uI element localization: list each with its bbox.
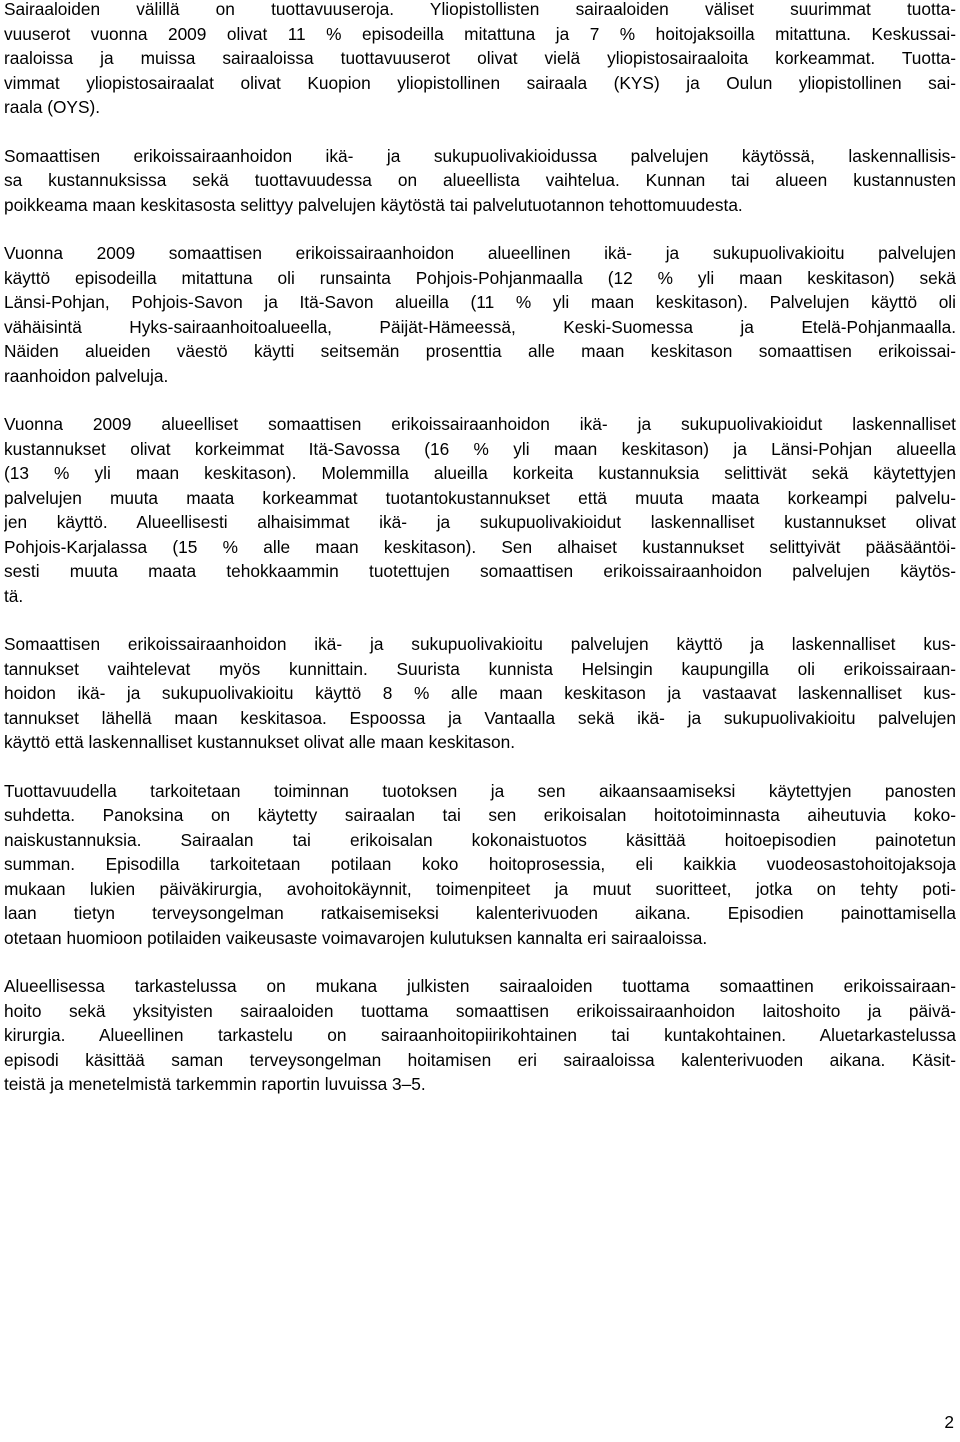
paragraph bbox=[4, 779, 956, 951]
text-line: vimmat yliopistosairaalat olivat Kuopion yliopistollinen sairaala (KYS) ja Oulun yliopistollinen sai- bbox=[4, 72, 956, 93]
text-line: tä. bbox=[4, 585, 24, 606]
document-body bbox=[4, 0, 956, 1121]
text-line: laan tietyn terveysongelman ratkaisemiseksi kalenterivuoden aikana. Episodien painottamisella bbox=[4, 903, 956, 923]
text-line: raanhoidon palveluja. bbox=[4, 365, 169, 386]
text-line: (13 % yli maan keskitason). Molemmilla alueilla korkeita kustannuksia selittivät sekä käytettyjen bbox=[4, 463, 956, 483]
page-number: 2 bbox=[944, 1412, 954, 1432]
text-line: Pohjois-Karjalassa (15 % alle maan keskitason). Sen alhaiset kustannukset selittyivät pääsääntöi- bbox=[4, 536, 956, 557]
text-line: palvelujen muuta maata korkeammat tuotantokustannukset että muuta maata korkeampi palvelu- bbox=[4, 487, 956, 508]
text-line: Tuottavuudella tarkoitetaan toiminnan tuotoksen ja sen aikaansaamiseksi käytettyjen panosten bbox=[4, 780, 956, 801]
paragraph bbox=[4, 632, 956, 755]
text-line: teistä ja menetelmistä tarkemmin raportin luvuissa 3–5. bbox=[4, 1074, 426, 1094]
text-line: jen käyttö. Alueellisesti alhaisimmat ikä- ja sukupuolivakioidut laskennalliset kustannukset olivat bbox=[4, 512, 956, 532]
text-line: mukaan lukien päiväkirurgia, avohoitokäynnit, toimenpiteet ja muut suoritteet, jotka on tehty poti- bbox=[4, 878, 956, 899]
text-line: poikkeama maan keskitasosta selittyy palvelujen käytöstä tai palvelutuotannon tehottomuudesta. bbox=[4, 194, 743, 215]
paragraph bbox=[4, 0, 956, 120]
text-line: vähäisintä Hyks-sairaanhoitoalueella, Päijät-Hämeessä, Keski-Suomessa ja Etelä-Pohjanmaalla. bbox=[4, 316, 956, 337]
text-line: Vuonna 2009 somaattisen erikoissairaanhoidon alueellinen ikä- ja sukupuolivakioitu palvelujen bbox=[4, 243, 956, 263]
text-line: raaloissa ja muissa sairaaloissa tuottavuuserot olivat vielä yliopistosairaaloita korkeammat. Tuotta- bbox=[4, 48, 956, 68]
text-line: tannukset lähellä maan keskitasoa. Espoossa ja Vantaalla sekä ikä- ja sukupuolivakioitu palvelujen bbox=[4, 707, 956, 728]
text-line: summan. Episodilla tarkoitetaan potilaan koko hoitoprosessia, eli kaikkia vuodeosastohoitojaksoja bbox=[4, 854, 956, 874]
text-line: käyttö että laskennalliset kustannukset olivat alle maan keskitason. bbox=[4, 732, 516, 752]
text-line: raala (OYS). bbox=[4, 97, 101, 117]
text-line: kirurgia. Alueellinen tarkastelu on sairaanhoitopiirikohtainen tai kuntakohtainen. Aluetarkastelussa bbox=[4, 1025, 956, 1045]
text-line: suhdetta. Panoksina on käytetty sairaalan tai sen erikoisalan hoitotoiminnasta aiheutuvia koko- bbox=[4, 805, 956, 825]
text-line: naiskustannuksia. Sairaalan tai erikoisalan kokonaistuotos käsittää hoitoepisodien painotetun bbox=[4, 829, 956, 850]
text-line: kustannukset olivat korkeimmat Itä-Savossa (16 % yli maan keskitason) ja Länsi-Pohjan alueella bbox=[4, 438, 956, 459]
text-line: Länsi-Pohjan, Pohjois-Savon ja Itä-Savon alueilla (11 % yli maan keskitason). Palvelujen käyttö oli bbox=[4, 292, 956, 312]
paragraph bbox=[4, 974, 956, 1097]
text-line: otetaan huomioon potilaiden vaikeusaste voimavarojen kulutuksen kannalta eri sairaaloissa. bbox=[4, 927, 708, 948]
text-line: hoidon ikä- ja sukupuolivakioitu käyttö 8 % alle maan keskitason ja vastaavat laskennalliset kus- bbox=[4, 683, 956, 703]
text-line: sa kustannuksissa sekä tuottavuudessa on alueellista vaihtelua. Kunnan tai alueen kustannusten bbox=[4, 170, 956, 190]
text-line: Sairaaloiden välillä on tuottavuuseroja. Yliopistollisten sairaaloiden väliset suurimmat tuotta- bbox=[4, 0, 956, 19]
paragraph bbox=[4, 412, 956, 608]
text-line: Somaattisen erikoissairaanhoidon ikä- ja sukupuolivakioidussa palvelujen käytössä, laskennallisis- bbox=[4, 145, 956, 166]
text-line: Näiden alueiden väestö käytti seitsemän prosenttia alle maan keskitason somaattisen erikoissai- bbox=[4, 341, 956, 361]
text-line: Vuonna 2009 alueelliset somaattisen erikoissairaanhoidon ikä- ja sukupuolivakioidut laskennalliset bbox=[4, 414, 956, 434]
text-line: sesti muuta maata tehokkaammin tuotettujen somaattisen erikoissairaanhoidon palvelujen käytös- bbox=[4, 561, 956, 581]
text-line: hoito sekä yksityisten sairaaloiden tuottama somaattisen erikoissairaanhoidon laitoshoito ja päivä- bbox=[4, 1000, 956, 1021]
text-line: Somaattisen erikoissairaanhoidon ikä- ja sukupuolivakioitu palvelujen käyttö ja laskennalliset kus- bbox=[4, 634, 956, 654]
paragraph bbox=[4, 241, 956, 388]
text-line: käyttö episodeilla mitattuna oli runsainta Pohjois-Pohjanmaalla (12 % yli maan keskitason) sekä bbox=[4, 267, 956, 288]
text-line: vuuserot vuonna 2009 olivat 11 % episodeilla mitattuna ja 7 % hoitojaksoilla mitattuna. Keskussai- bbox=[4, 23, 956, 44]
text-line: episodi käsittää saman terveysongelman hoitamisen eri sairaaloissa kalenterivuoden aikana. Käsit- bbox=[4, 1049, 956, 1070]
paragraph bbox=[4, 144, 956, 218]
text-line: tannukset vaihtelevat myös kunnittain. Suurista kunnista Helsingin kaupungilla oli erikoissairaan- bbox=[4, 658, 956, 679]
text-line: Alueellisessa tarkastelussa on mukana julkisten sairaaloiden tuottama somaattinen erikoissairaan- bbox=[4, 976, 956, 996]
